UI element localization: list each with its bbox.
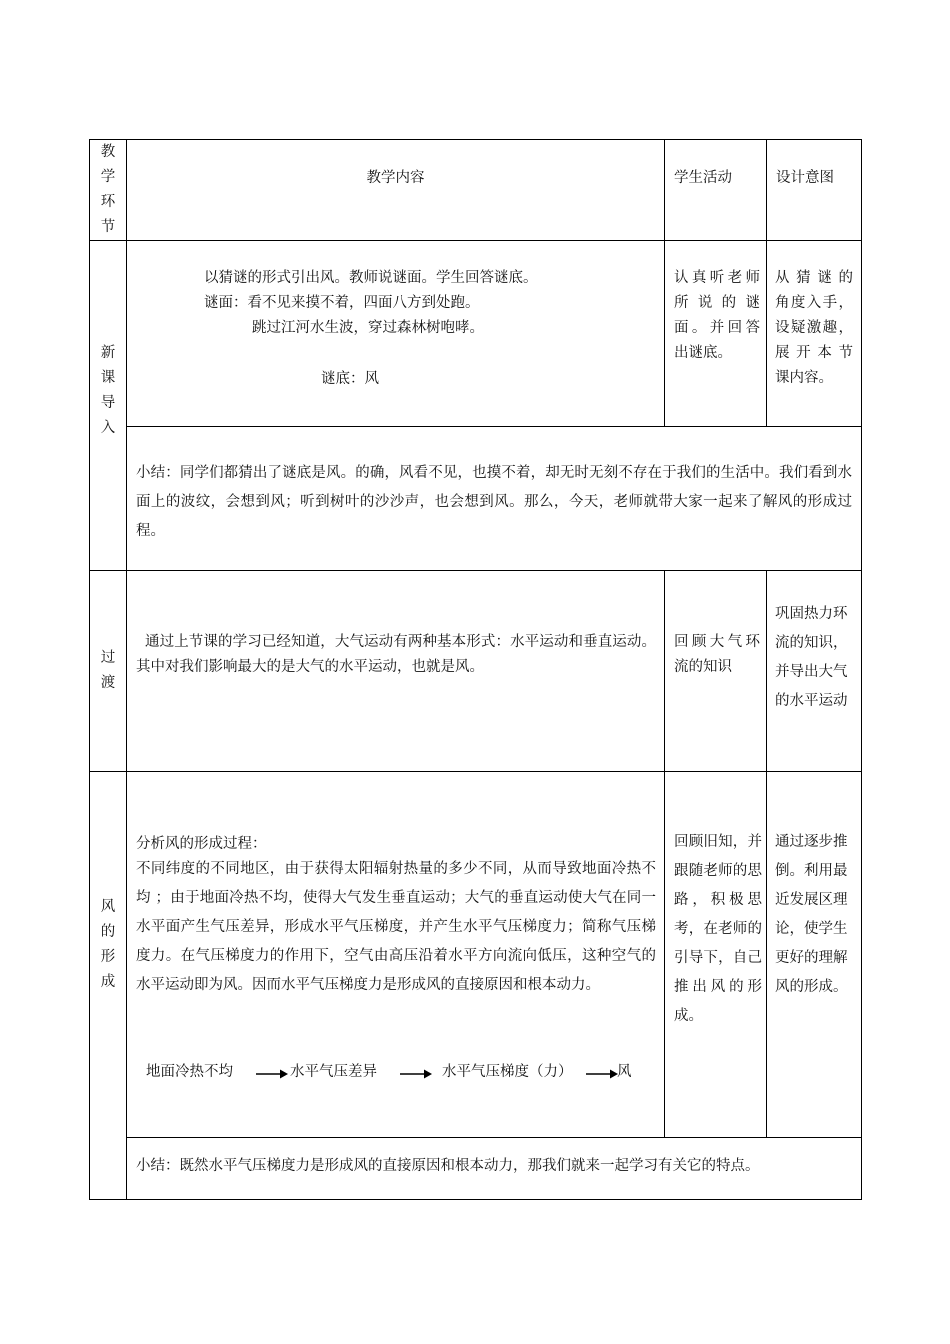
col-divider: [766, 570, 767, 1138]
header-stage-label: [90, 140, 126, 240]
header-char: 教: [100, 144, 116, 160]
label-char: 过: [100, 650, 116, 666]
header-char: 节: [100, 219, 116, 235]
flow-step: 水平气压梯度（力）: [442, 1064, 573, 1080]
flow-step: 水平气压差异: [290, 1064, 377, 1080]
table-border-bottom: [89, 1199, 862, 1200]
header-activity-label: 学生活动: [674, 170, 732, 186]
table-border-right: [861, 139, 862, 1200]
intro-summary: 小结：同学们都猜出了谜底是风。的确，风看不见，也摸不着，却无时无刻不存在于我们的生活中。我们看到水面上的波纹，会想到风；听到树叶的沙沙声，也会想到风。那么，今天，老师就带大家一起来了解风的形成过程。: [136, 465, 852, 539]
student-activity-transition: 回顾大气环流的知识: [674, 634, 760, 675]
label-char: 风: [100, 899, 116, 915]
row-divider: [89, 570, 862, 571]
label-char: 入: [100, 420, 116, 436]
wind-formation-summary: 小结：既然水平气压梯度力是形成风的直接原因和根本动力，那我们就来一起学习有关它的特点。: [136, 1158, 760, 1174]
flow-step: 地面冷热不均: [146, 1064, 233, 1080]
student-activity-wind: 回顾旧知，并跟随老师的思路，积极思考，在老师的引导下，自己推出风的形成。: [674, 834, 762, 1024]
label-char: 导: [100, 395, 116, 411]
section-label-transition: [90, 646, 126, 696]
label-char: 的: [100, 924, 116, 940]
student-activity-intro: 认真听老师所说的谜面。并回答出谜底。: [674, 270, 760, 361]
section-label-wind-formation: [90, 895, 126, 995]
header-char: 学: [100, 169, 116, 185]
header-char: 环: [100, 194, 116, 210]
col-divider: [766, 139, 767, 427]
col-divider: [126, 139, 127, 1200]
label-char: 成: [100, 974, 116, 990]
design-intent-wind: 通过逐步推倒。利用最近发展区理论，使学生更好的理解风的形成。: [775, 834, 848, 995]
label-char: 新: [100, 345, 116, 361]
riddle-line: 谜面：看不见来摸不着，四面八方到处跑。: [204, 295, 480, 311]
riddle-answer: 谜底：风: [321, 371, 379, 387]
row-divider: [89, 771, 862, 772]
row-divider: [126, 426, 862, 427]
label-char: 形: [100, 949, 116, 965]
col-divider: [664, 139, 665, 427]
riddle-intro-line: 以猜谜的形式引出风。教师说谜面。学生回答谜底。: [204, 270, 538, 286]
table-border-top: [89, 139, 862, 140]
row-divider: [126, 1137, 862, 1138]
arrow-right-icon: [586, 1068, 618, 1080]
col-divider: [664, 570, 665, 1138]
riddle-line: 跳过江河水生波，穿过森林树咆哮。: [252, 320, 484, 336]
label-char: 课: [100, 370, 116, 386]
header-intent-label: 设计意图: [776, 170, 834, 186]
label-char: 渡: [100, 675, 116, 691]
arrow-right-icon: [256, 1068, 288, 1080]
section-label-intro: [90, 341, 126, 441]
transition-content: 通过上节课的学习已经知道，大气运动有两种基本形式：水平运动和垂直运动。其中对我们影响最大的是大气的水平运动，也就是风。: [136, 634, 656, 675]
wind-formation-title: 分析风的形成过程：: [136, 836, 267, 852]
design-intent-intro: 从 猜 谜 的角度入手，设疑激趣，展 开 本 节课内容。: [775, 270, 853, 386]
design-intent-transition: 巩固热力环流的知识，并导出大气的水平运动: [775, 606, 848, 709]
wind-formation-body: 不同纬度的不同地区，由于获得太阳辐射热量的多少不同，从而导致地面冷热不均 ；由于地面冷热不均，使得大气发生垂直运动；大气的垂直运动使大气在同一水平面产生气压差异，形成水平气压梯度，并产生水平气压梯度力；简称气压梯度力。在气压梯度力的作用下，空气由高压沿着水平方向流向低压，这种空气的水平运动即为风。因而水平气压梯度力是形成风的直接原因和根本动力。: [136, 861, 656, 993]
flow-step: 风: [617, 1064, 632, 1080]
header-content-label: 教学内容: [366, 170, 425, 186]
row-divider: [89, 240, 862, 241]
wind-formation-flow: [146, 1060, 666, 1084]
arrow-right-icon: [400, 1068, 432, 1080]
